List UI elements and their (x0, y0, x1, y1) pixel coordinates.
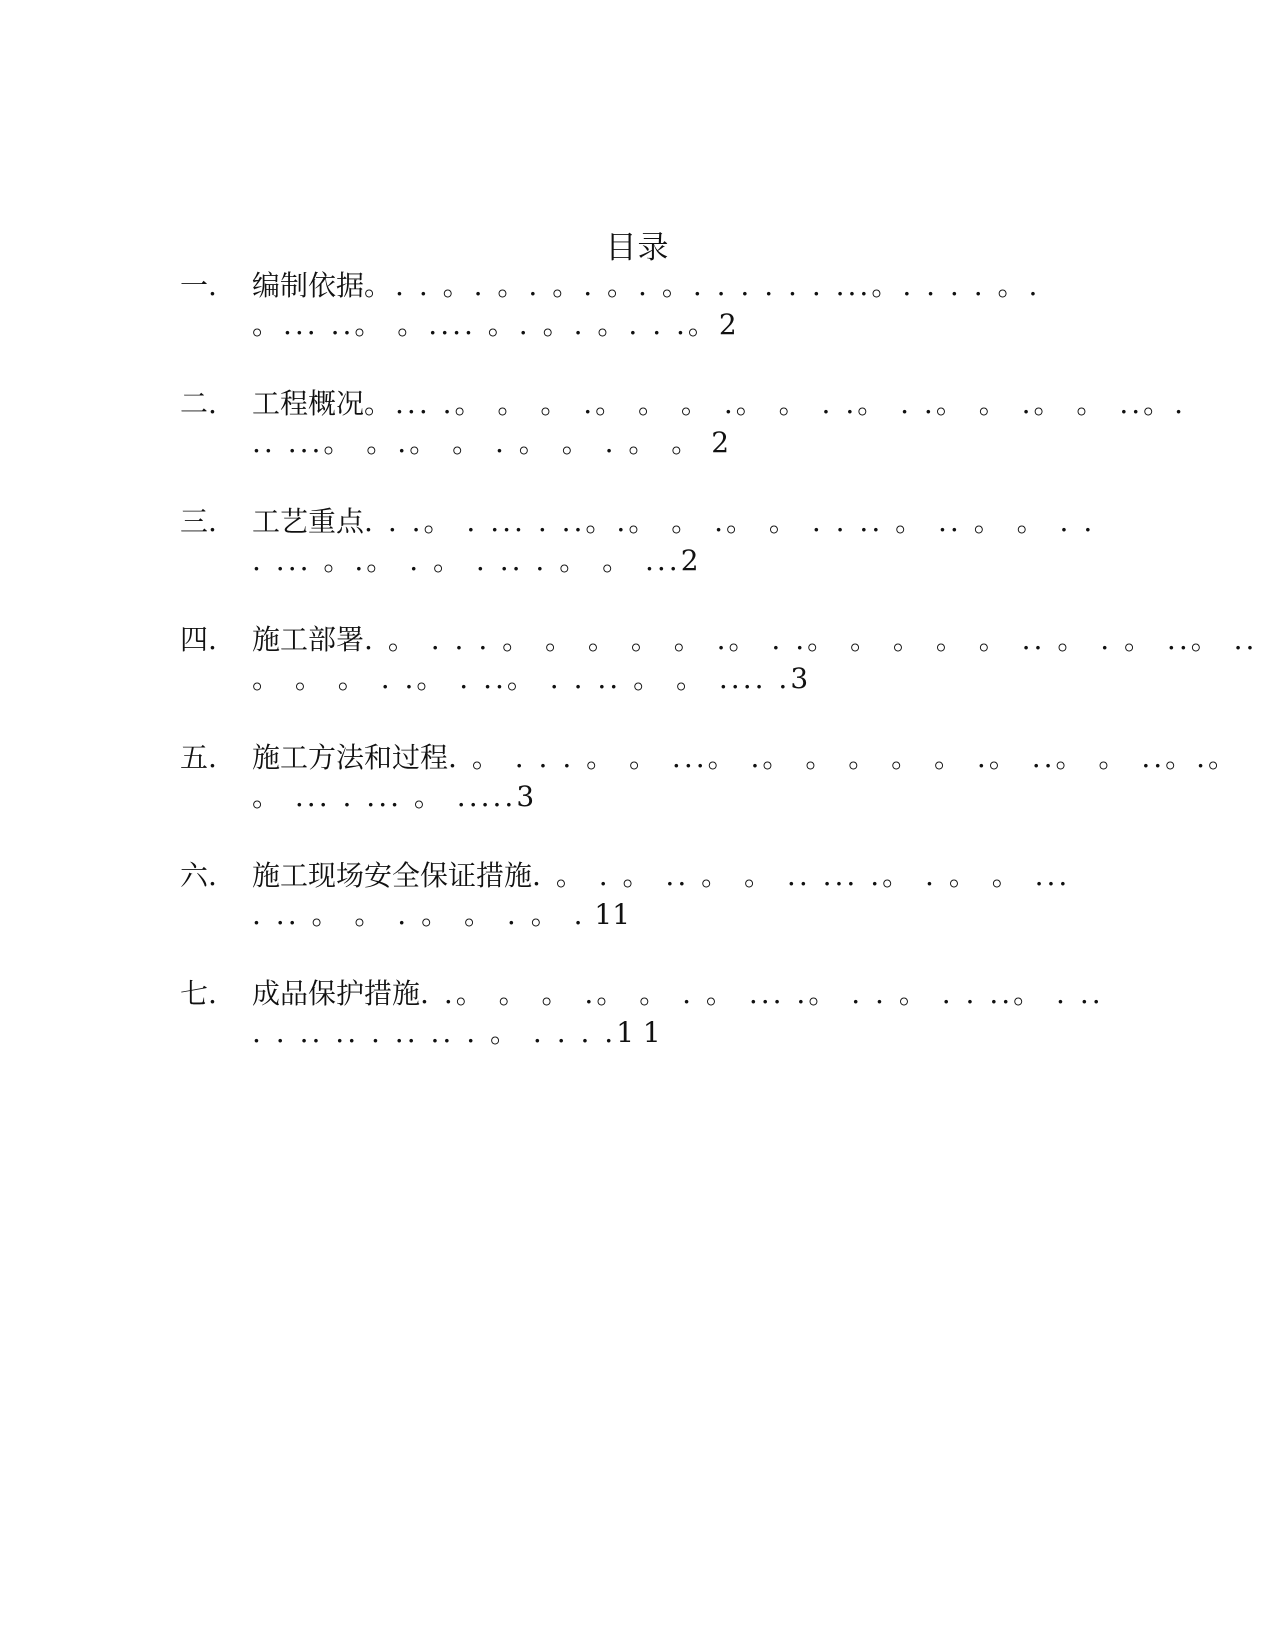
toc-entry-number: 三. (180, 505, 217, 538)
toc-entry (180, 739, 1240, 857)
toc-entry (180, 975, 1115, 1093)
toc-entry-leader: . . .. .. . .. .. . 。 . . . . (252, 1016, 617, 1049)
toc-entry-leader: . 。 . . . 。 。 。 。 。 .。 . .。 。 。 。 。 .. 。 . 。 ..。 .. (364, 623, 1258, 656)
toc-entry-page-number: 2 (702, 426, 730, 459)
toc-entry-line-2 (252, 542, 1112, 580)
toc-entry-line-2 (252, 778, 1112, 816)
toc-entry (180, 503, 1115, 621)
toc-entry-line-1 (252, 503, 1112, 541)
toc-title: 目录 (605, 230, 670, 266)
toc-entry-leader: . .. 。 。 . 。 。 . 。 . (252, 898, 586, 931)
toc-entry-leader: .. ...。 。.。 。 . 。 。 . 。 。 (252, 426, 703, 459)
toc-entry-page-number: 11 (585, 898, 631, 931)
toc-entry-page-number: 2 (718, 308, 737, 341)
toc-entry-number: 一. (180, 269, 217, 302)
toc-entry-number: 二. (180, 387, 217, 420)
toc-entry-page-number: 3 (516, 780, 535, 813)
toc-entry-leader: 。... .。 。 。 .。 。 。 .。 。 . .。 . .。 。 .。 。 ..。. (364, 387, 1187, 420)
toc-entry-line-2 (252, 306, 1112, 344)
toc-entry-heading: 工艺重点 (252, 505, 365, 538)
toc-entry-heading: 编制依据 (252, 269, 365, 302)
toc-list (180, 267, 1258, 1093)
toc-entry-leader: . . .。 . ... . ..。.。 。 .。 。 . . .. 。 .. 。 。 . . (364, 505, 1096, 538)
toc-entry (180, 621, 1258, 739)
toc-entry-line-1 (252, 385, 1187, 423)
toc-entry-line-1 (252, 739, 1240, 777)
toc-entry (180, 385, 1187, 503)
toc-entry-line-2 (252, 660, 1112, 698)
toc-entry-leader: . ... 。.。 . 。 . .. . 。 。 ... (252, 544, 681, 577)
toc-entry-page-number: 1 1 (616, 1016, 661, 1049)
toc-entry-leader: 。. . 。. 。. 。. 。. 。. . . . . . ...。. . . . 。. (364, 269, 1041, 302)
toc-entry-number: 六. (180, 859, 217, 892)
toc-entry-line-2 (252, 896, 1112, 934)
toc-entry-heading: 施工方法和过程 (252, 741, 449, 774)
toc-entry-leader: . .。 。 。 .。 。 . 。 ... .。 . . 。 . . ..。 . .. (420, 977, 1104, 1010)
toc-entry-leader: 。... ..。 。.... 。. 。. 。. . .。 (252, 308, 719, 341)
toc-entry-line-1 (252, 621, 1258, 659)
toc-entry-page-number: 3 (790, 662, 809, 695)
toc-entry-line-1 (252, 267, 1112, 305)
toc-entry-line-1 (252, 975, 1112, 1013)
toc-entry-leader: 。 ... . ... 。 ..... (252, 780, 517, 813)
toc-entry-heading: 施工部署 (252, 623, 365, 656)
toc-entry-number: 五. (180, 741, 217, 774)
toc-entry-number: 四. (180, 623, 217, 656)
toc-entry-page-number: 2 (680, 544, 699, 577)
toc-entry-line-1 (252, 857, 1112, 895)
toc-entry-heading: 施工现场安全保证措施 (252, 859, 533, 892)
toc-entry (180, 857, 1115, 975)
toc-entry-leader: . 。 . . . 。 。 ...。 .。 。 。 。 。 .。 ..。 。 ..。.。 (448, 741, 1240, 774)
toc-entry-number: 七. (180, 977, 217, 1010)
toc-entry-heading: 成品保护措施 (252, 977, 421, 1010)
toc-entry-heading: 工程概况 (252, 387, 365, 420)
toc-entry-leader: . 。 . 。 .. 。 。 .. ... .。 . 。 。 ... (532, 859, 1071, 892)
toc-entry-leader: 。 。 。 . .。 . ..。 . . .. 。 。 .... . (252, 662, 791, 695)
toc-entry-line-2 (252, 424, 1112, 462)
toc-entry (180, 267, 1115, 385)
toc-entry-line-2 (252, 1014, 1112, 1052)
